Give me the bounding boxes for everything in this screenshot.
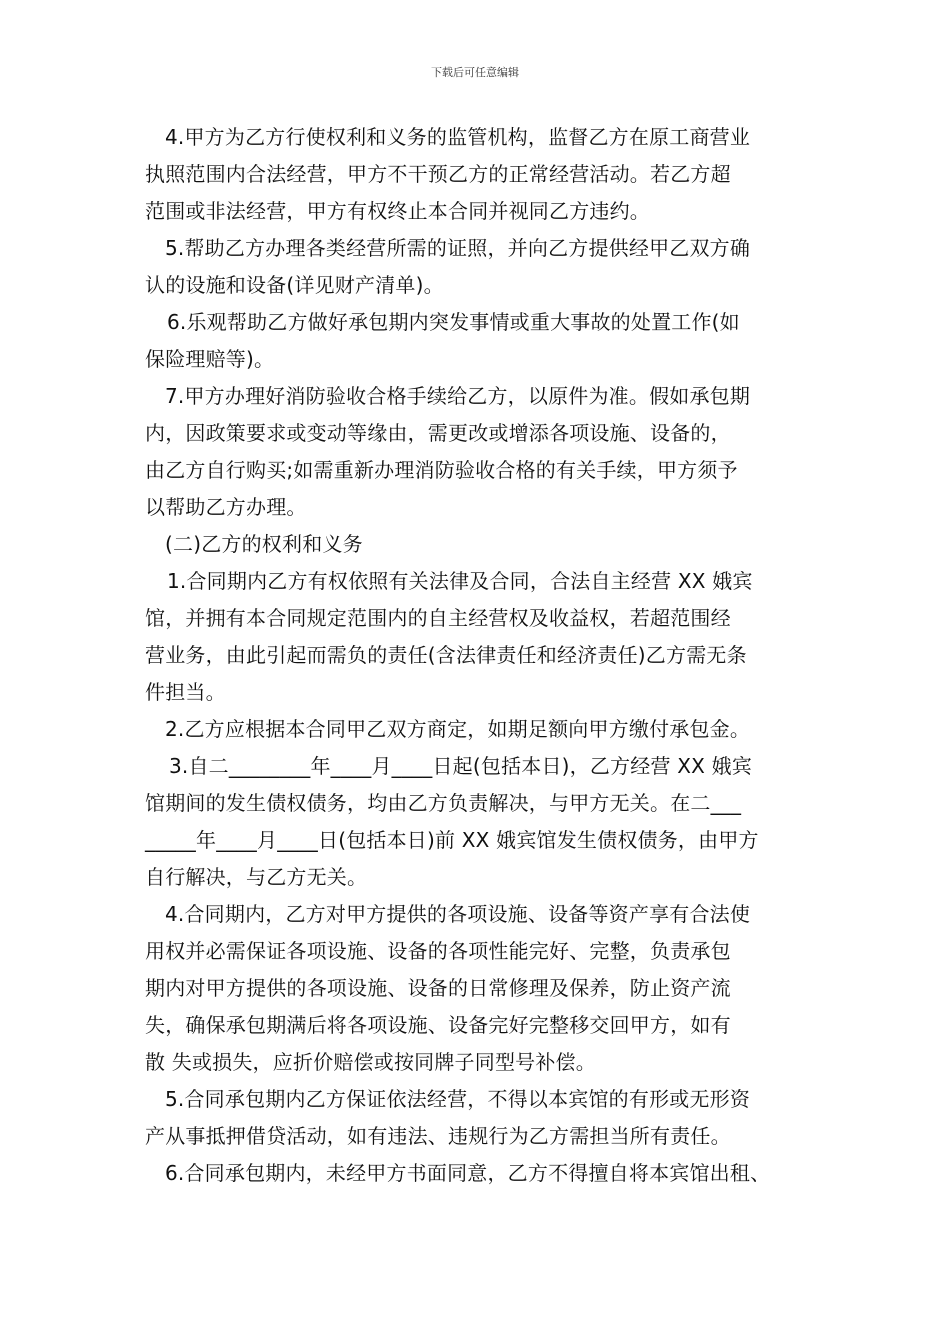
text-line: 件担当。 xyxy=(145,680,226,704)
text-line: 5.合同承包期内乙方保证依法经营，不得以本宾馆的有形或无形资 xyxy=(165,1087,751,1111)
text-line: 7.甲方办理好消防验收合格手续给乙方，以原件为准。假如承包期 xyxy=(165,384,751,408)
section-heading: (二)乙方的权利和义务 xyxy=(165,532,363,556)
text-line: 以帮助乙方办理。 xyxy=(145,495,307,519)
text-line: _____年____月____日(包括本日)前 XX 娥宾馆发生债权债务，由甲方 xyxy=(145,828,759,852)
text-line: 1.合同期内乙方有权依照有关法律及合同，合法自主经营 XX 娥宾 xyxy=(167,569,753,593)
text-line: 5.帮助乙方办理各类经营所需的证照，并向乙方提供经甲乙双方确 xyxy=(165,236,751,260)
text-line: 散 失或损失，应折价赔偿或按同牌子同型号补偿。 xyxy=(145,1050,596,1074)
text-line: 由乙方自行购买;如需重新办理消防验收合格的有关手续，甲方须予 xyxy=(145,458,738,482)
text-line: 4.甲方为乙方行使权利和义务的监管机构，监督乙方在原工商营业 xyxy=(165,125,751,149)
page-header: 下载后可任意编辑 xyxy=(431,66,519,79)
text-line: 馆，并拥有本合同规定范围内的自主经营权及收益权，若超范围经 xyxy=(145,606,731,630)
text-line: 2.乙方应根据本合同甲乙双方商定，如期足额向甲方缴付承包金。 xyxy=(165,717,751,741)
document-body xyxy=(145,119,825,1192)
text-line: 3.自二________年____月____日起(包括本日)，乙方经营 XX 娥宾 xyxy=(169,754,753,778)
text-line: 4.合同期内，乙方对甲方提供的各项设施、设备等资产享有合法使 xyxy=(165,902,751,926)
text-line: 失，确保承包期满后将各项设施、设备完好完整移交回甲方，如有 xyxy=(145,1013,731,1037)
text-line: 认的设施和设备(详见财产清单)。 xyxy=(145,273,444,297)
text-line: 保险理赔等)。 xyxy=(145,347,275,371)
text-line: 期内对甲方提供的各项设施、设备的日常修理及保养，防止资产流 xyxy=(145,976,731,1000)
text-line: 自行解决，与乙方无关。 xyxy=(145,865,368,889)
text-line: 内，因政策要求或变动等缘由，需更改或增添各项设施、设备的， xyxy=(145,421,731,445)
text-line: 执照范围内合法经营，甲方不干预乙方的正常经营活动。若乙方超 xyxy=(145,162,731,186)
text-line: 馆期间的发生债权债务，均由乙方负责解决，与甲方无关。在二___ xyxy=(145,791,742,815)
text-line: 范围或非法经营，甲方有权终止本合同并视同乙方违约。 xyxy=(145,199,650,223)
text-line: 6.乐观帮助乙方做好承包期内突发事情或重大事故的处置工作(如 xyxy=(167,310,740,334)
text-line: 6.合同承包期内，未经甲方书面同意，乙方不得擅自将本宾馆出租、 xyxy=(165,1161,771,1185)
text-line: 用权并必需保证各项设施、设备的各项性能完好、完整，负责承包 xyxy=(145,939,731,963)
text-line: 产从事抵押借贷活动，如有违法、违规行为乙方需担当所有责任。 xyxy=(145,1124,731,1148)
text-line: 营业务，由此引起而需负的责任(含法律责任和经济责任)乙方需无条 xyxy=(145,643,747,667)
